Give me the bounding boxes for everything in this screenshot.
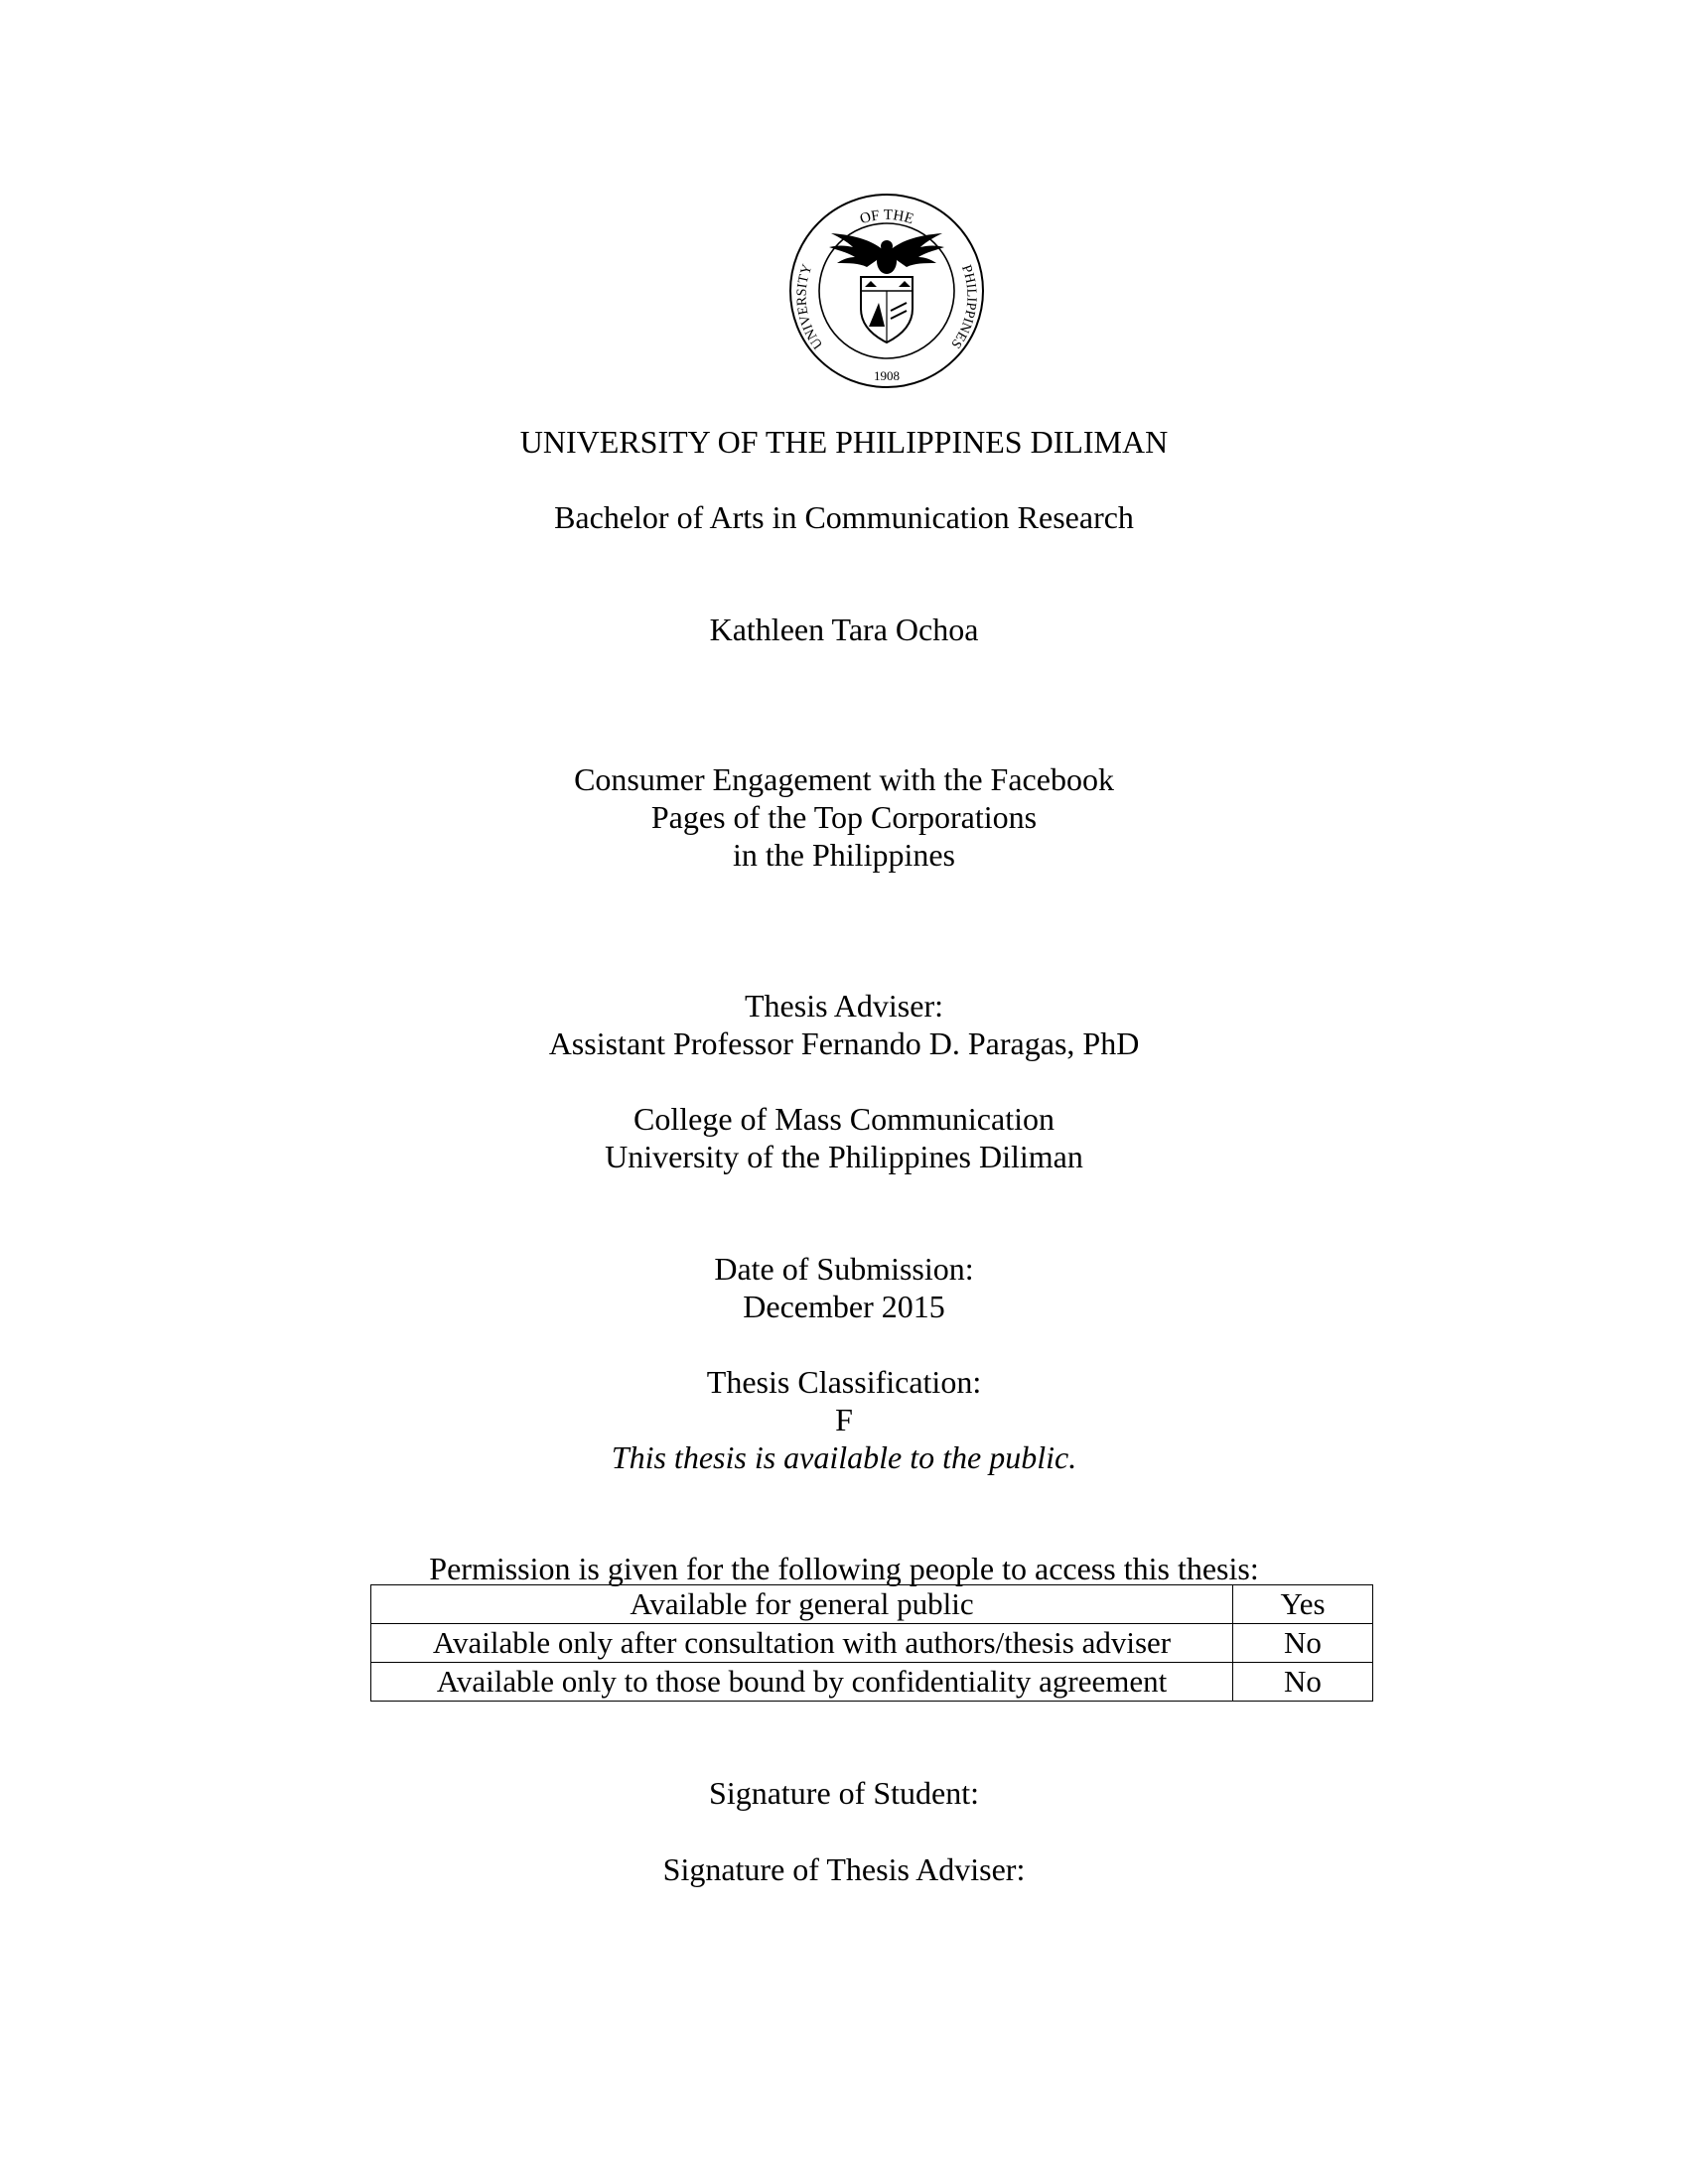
adviser-name: Assistant Professor Fernando D. Paragas, PhD: [548, 1025, 1140, 1061]
permission-value: Yes: [1233, 1585, 1373, 1624]
seal-top-text: OF THE: [858, 206, 915, 228]
permission-value: No: [1233, 1663, 1373, 1702]
classification-note: This thesis is available to the public.: [611, 1439, 1077, 1475]
seal-left-text: UNIVERSITY: [794, 262, 827, 351]
permission-value: No: [1233, 1624, 1373, 1663]
permission-description: Available for general public: [371, 1585, 1233, 1624]
table-row: [371, 1585, 1373, 1624]
university-full-name: University of the Philippines Diliman: [605, 1139, 1083, 1174]
thesis-title-line-1: Consumer Engagement with the Facebook: [574, 761, 1114, 797]
author-name: Kathleen Tara Ochoa: [709, 612, 979, 647]
shield-icon: [861, 277, 913, 342]
submission-date: December 2015: [743, 1289, 945, 1324]
seal-right-text: PHILIPPINES: [947, 263, 979, 351]
thesis-title-line-2: Pages of the Top Corporations: [650, 799, 1038, 835]
submission-label: Date of Submission:: [714, 1251, 974, 1287]
eagle-icon: [829, 233, 944, 274]
degree-program: Bachelor of Arts in Communication Research: [554, 499, 1134, 535]
student-signature-label: Signature of Student:: [709, 1775, 979, 1811]
thesis-title-line-3: in the Philippines: [733, 837, 955, 873]
permission-table: [370, 1584, 1373, 1702]
adviser-signature-label: Signature of Thesis Adviser:: [662, 1851, 1026, 1887]
adviser-label: Thesis Adviser:: [745, 988, 943, 1024]
university-name: UNIVERSITY OF THE PHILIPPINES DILIMAN: [519, 424, 1169, 460]
svg-text:OF THE: [858, 207, 915, 227]
table-row: [371, 1663, 1373, 1702]
permission-intro: Permission is given for the following people to access this thesis:: [429, 1551, 1259, 1586]
permission-description: Available only to those bound by confidentiality agreement: [371, 1663, 1233, 1702]
classification-code: F: [835, 1402, 853, 1437]
permission-description: Available only after consultation with authors/thesis adviser: [371, 1624, 1233, 1663]
college-name: College of Mass Communication: [633, 1101, 1055, 1137]
seal-year: 1908: [874, 368, 900, 383]
table-row: [371, 1624, 1373, 1663]
classification-label: Thesis Classification:: [706, 1364, 982, 1400]
university-seal-logo: [787, 192, 986, 390]
